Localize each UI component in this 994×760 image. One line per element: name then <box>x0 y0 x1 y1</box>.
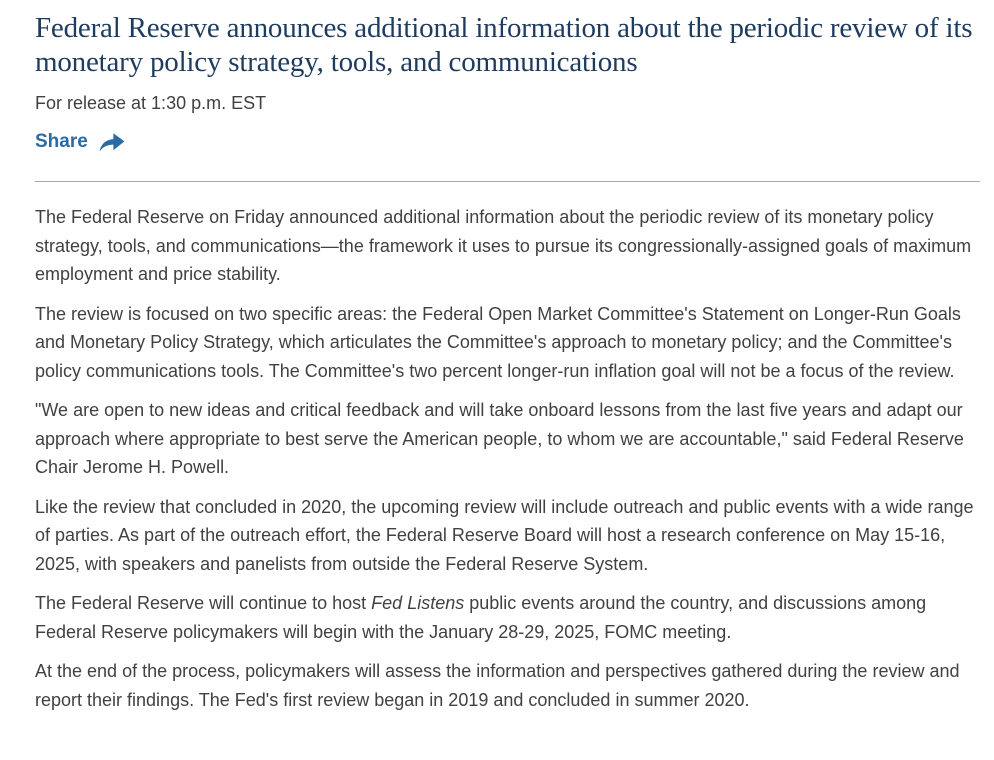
release-time-line: For release at 1:30 p.m. EST <box>35 93 267 114</box>
paragraph-text: The review is focused on two specific areas: the Federal Open Market Committee's Statement on Longer-Run Goals and Monetary Policy Strategy, which articulates the Committee's approach to monetary policy; and the Committee's policy communications tools. The Committee's two percent longer-run inflation goal will not be a focus of the review. <box>35 303 961 381</box>
paragraph-text: "We are open to new ideas and critical feedback and will take onboard lessons from the last five years and adapt our approach where appropriate to best serve the American people, to whom we are accountable," said Federal Reserve Chair Jerome H. Powell. <box>35 400 964 478</box>
article-paragraph <box>35 300 980 386</box>
paragraph-text: Like the review that concluded in 2020, the upcoming review will include outreach and public events with a wide range of parties. As part of the outreach effort, the Federal Reserve Board will host a research conference on May 15-16, 2025, with speakers and panelists from outside the Federal Reserve System. <box>35 496 974 574</box>
paragraph-text: public events around the country, and discussions among Federal Reserve policymakers will begin with the January 28-29, 2025, FOMC meeting. <box>35 593 927 642</box>
header-divider <box>35 181 980 182</box>
release-header <box>35 0 980 154</box>
page-title: Federal Reserve announces additional information about the periodic review of its monetary policy strategy, tools, and communications <box>35 12 973 78</box>
forward-arrow-icon[interactable] <box>97 130 127 154</box>
article-paragraph <box>35 589 980 646</box>
paragraph-text: At the end of the process, policymakers will assess the information and perspectives gathered during the review and report their findings. The Fed's first review began in 2019 and concluded in summer 2020. <box>35 661 960 710</box>
paragraph-text: The Federal Reserve will continue to host <box>35 593 372 614</box>
article-paragraph <box>35 396 980 482</box>
italic-text: Fed Listens <box>371 593 465 614</box>
article-paragraph <box>35 493 980 579</box>
paragraph-text: The Federal Reserve on Friday announced additional information about the periodic review of its monetary policy strategy, tools, and communications—the framework it uses to pursue its congressionally-assigned goals of maximum employment and price stability. <box>35 207 972 285</box>
article-body <box>35 203 980 714</box>
share-link[interactable] <box>35 130 127 154</box>
article-paragraph <box>35 203 980 289</box>
article-paragraph <box>35 657 980 714</box>
share-label[interactable]: Share <box>35 131 88 153</box>
